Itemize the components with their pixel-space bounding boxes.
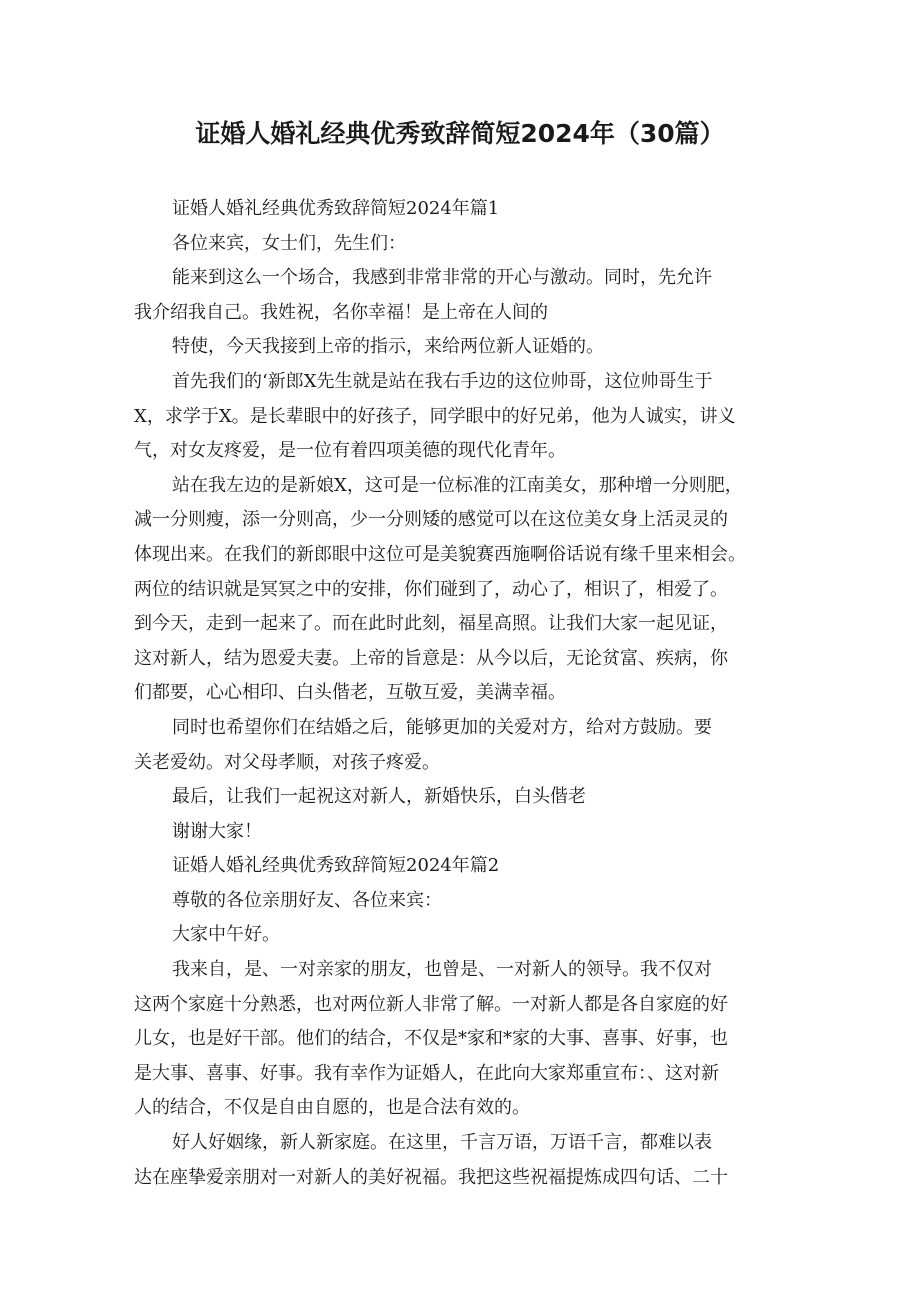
text-line: 这对新人，结为恩爱夫妻。上帝的旨意是：从今以后，无论贫富、疾病，你 xyxy=(134,647,728,669)
text-line: 达在座挚爱亲朋对一对新人的美好祝福。我把这些祝福提炼成四句话、二十 xyxy=(134,1166,728,1188)
text-line: 两位的结识就是冥冥之中的安排，你们碰到了，动心了，相识了，相爱了。 xyxy=(134,578,728,600)
document-title: 证婚人婚礼经典优秀致辞简短2024年（30篇） xyxy=(195,119,725,148)
text-line: 体现出来。在我们的新郎眼中这位可是美貌赛西施啊俗话说有缘千里来相会。 xyxy=(134,543,746,565)
text-line: 儿女，也是好干部。他们的结合，不仅是*家和*家的大事、喜事、好事，也 xyxy=(134,1028,728,1050)
text-line: 首先我们的‘新郎X先生就是站在我右手边的这位帅哥，这位帅哥生于 xyxy=(172,370,713,392)
text-line: 到今天，走到一起来了。而在此时此刻，福星高照。让我们大家一起见证， xyxy=(134,613,728,635)
text-line: 各位来宾，女士们，先生们： xyxy=(172,232,406,254)
text-line: 好人好姻缘，新人新家庭。在这里，千言万语，万语千言，都难以表 xyxy=(172,1132,712,1154)
text-line: 这两个家庭十分熟悉，也对两位新人非常了解。一对新人都是各自家庭的好 xyxy=(134,993,728,1015)
text-line: 最后，让我们一起祝这对新人，新婚快乐，白头偕老 xyxy=(172,786,586,808)
text-line: 人的结合，不仅是自由自愿的，也是合法有效的。 xyxy=(134,1097,530,1119)
text-line: 谢谢大家！ xyxy=(172,820,262,842)
text-line: 证婚人婚礼经典优秀致辞简短2024年篇1 xyxy=(172,198,500,219)
text-line: 大家中午好。 xyxy=(172,924,280,946)
text-line: 特使，今天我接到上帝的指示，来给两位新人证婚的。 xyxy=(172,336,604,358)
text-line: 证婚人婚礼经典优秀致辞简短2024年篇2 xyxy=(172,855,500,877)
text-line: 能来到这么一个场合，我感到非常非常的开心与激动。同时，先允许 xyxy=(172,267,712,289)
document-body xyxy=(134,192,794,1195)
text-line: 气，对女友疼爱，是一位有着四项美德的现代化青年。 xyxy=(134,440,566,462)
text-line: 尊敬的各位亲朋好友、各位来宾： xyxy=(172,889,442,911)
text-line: 减一分则瘦，添一分则高，少一分则矮的感觉可以在这位美女身上活灵灵的 xyxy=(134,509,728,531)
text-line: 我来自，是、一对亲家的朋友，也曾是、一对新人的领导。我不仅对 xyxy=(172,959,712,981)
text-line: 是大事、喜事、好事。我有幸作为证婚人，在此向大家郑重宣布：、这对新 xyxy=(134,1062,719,1084)
text-line: 关老爱幼。对父母孝顺，对孩子疼爱。 xyxy=(134,751,440,773)
text-line: 们都要，心心相印、白头偕老，互敬互爱，美满幸福。 xyxy=(134,682,566,704)
text-line: 站在我左边的是新娘X，这可是一位标准的江南美女，那种增一分则肥， xyxy=(172,474,743,496)
text-line: X，求学于X。是长辈眼中的好孩子，同学眼中的好兄弟，他为人诚实，讲义 xyxy=(134,405,736,427)
text-line: 同时也希望你们在结婚之后，能够更加的关爱对方，给对方鼓励。要 xyxy=(172,716,712,738)
text-line: 我介绍我自己。我姓祝，名你幸福！是上帝在人间的 xyxy=(134,301,548,323)
